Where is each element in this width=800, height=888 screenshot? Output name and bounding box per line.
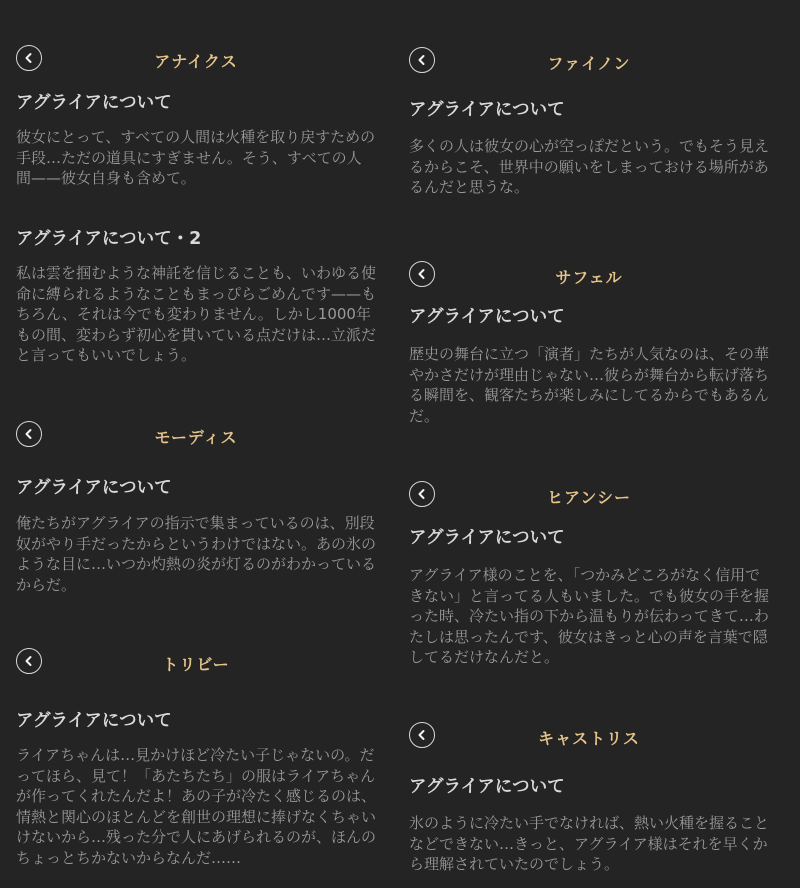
voice-title: アグライアについて — [16, 478, 172, 498]
character-name: サフェル — [555, 268, 623, 287]
voice-card-anaxa — [16, 45, 377, 364]
voice-title: アグライアについて・2 — [16, 229, 202, 249]
voice-card-hyacine — [409, 481, 770, 666]
voice-title: アグライアについて — [16, 93, 172, 113]
voice-text: ライアちゃんは…見かけほど冷たい子じゃないの。だってほら、見て！「あたちたち」の服はライアちゃんが作ってくれたんだよ！あの子が冷たく感じるのは、情熱と関心のほとんどを創世の理想に捧げなくちゃいけないから…残った分で人にあげられるのが、ほんのちょっとちかないからなんだ…… — [16, 746, 377, 867]
voice-text: 歴史の舞台に立つ「演者」たちが人気なのは、その華やかさだけが理由じゃない…彼らが舞台から転げ落ちる瞬間を、観客たちが楽しみにしてるからでもあるんだ。 — [409, 345, 770, 425]
voice-card-castorice — [409, 722, 770, 873]
voice-card-saphel — [409, 261, 770, 425]
voice-text: 私は雲を掴むような神託を信じることも、いわゆる使命に縛られるようなこともまっぴらごめんです——もちろん、それは今でも変わりません。しかし1000年もの間、変わらず初心を貫いている点だけは…立派だと言ってもいいでしょう。 — [16, 264, 377, 364]
character-name: ヒアンシー — [547, 488, 631, 507]
voice-text: 彼女にとって、すべての人間は火種を取り戻すための手段…ただの道具にすぎません。そう、すべての人間——彼女自身も含めて。 — [16, 128, 376, 187]
card-header — [409, 47, 769, 79]
voice-text: 多くの人は彼女の心が空っぽだという。でもそう見えるからこそ、世界中の願いをしまっておける場所があるんだと思うな。 — [409, 137, 770, 196]
voice-title: アグライアについて — [16, 711, 172, 731]
voice-title: アグライアについて — [409, 528, 565, 548]
voice-card-mydei — [16, 421, 377, 594]
card-header — [409, 261, 769, 293]
card-header — [409, 481, 769, 513]
character-name: キャストリス — [538, 729, 640, 748]
voice-title: アグライアについて — [409, 307, 565, 327]
card-header — [16, 45, 376, 77]
voice-text: 俺たちがアグライアの指示で集まっているのは、別段奴がやり手だったからというわけではない。あの氷のような目に…いつか灼熱の炎が灯るのがわかっているからだ。 — [16, 514, 377, 594]
card-header — [16, 421, 376, 453]
card-header — [16, 648, 376, 680]
character-name: トリビー — [162, 655, 230, 674]
voice-title: アグライアについて — [409, 777, 565, 797]
card-header — [409, 722, 769, 754]
voice-card-tribbie — [16, 648, 377, 867]
character-name: アナイクス — [154, 52, 238, 71]
character-name: モーディス — [154, 428, 238, 447]
voice-card-phainon — [409, 47, 770, 196]
voice-title: アグライアについて — [409, 100, 565, 120]
voice-text: 氷のように冷たい手でなければ、熱い火種を握ることなどできない…きっと、アグライア様はそれを早くから理解されていたのでしょう。 — [409, 814, 770, 873]
voice-text: アグライア様のことを、「つかみどころがなく信用できない」と言ってる人もいました。でも彼女の手を握った時、冷たい指の下から温もりが伝わってきて…わたしは思ったんです、彼女はきっと心の声を言葉で隠してるだけなんだと。 — [409, 566, 770, 666]
character-name: ファイノン — [547, 54, 631, 73]
